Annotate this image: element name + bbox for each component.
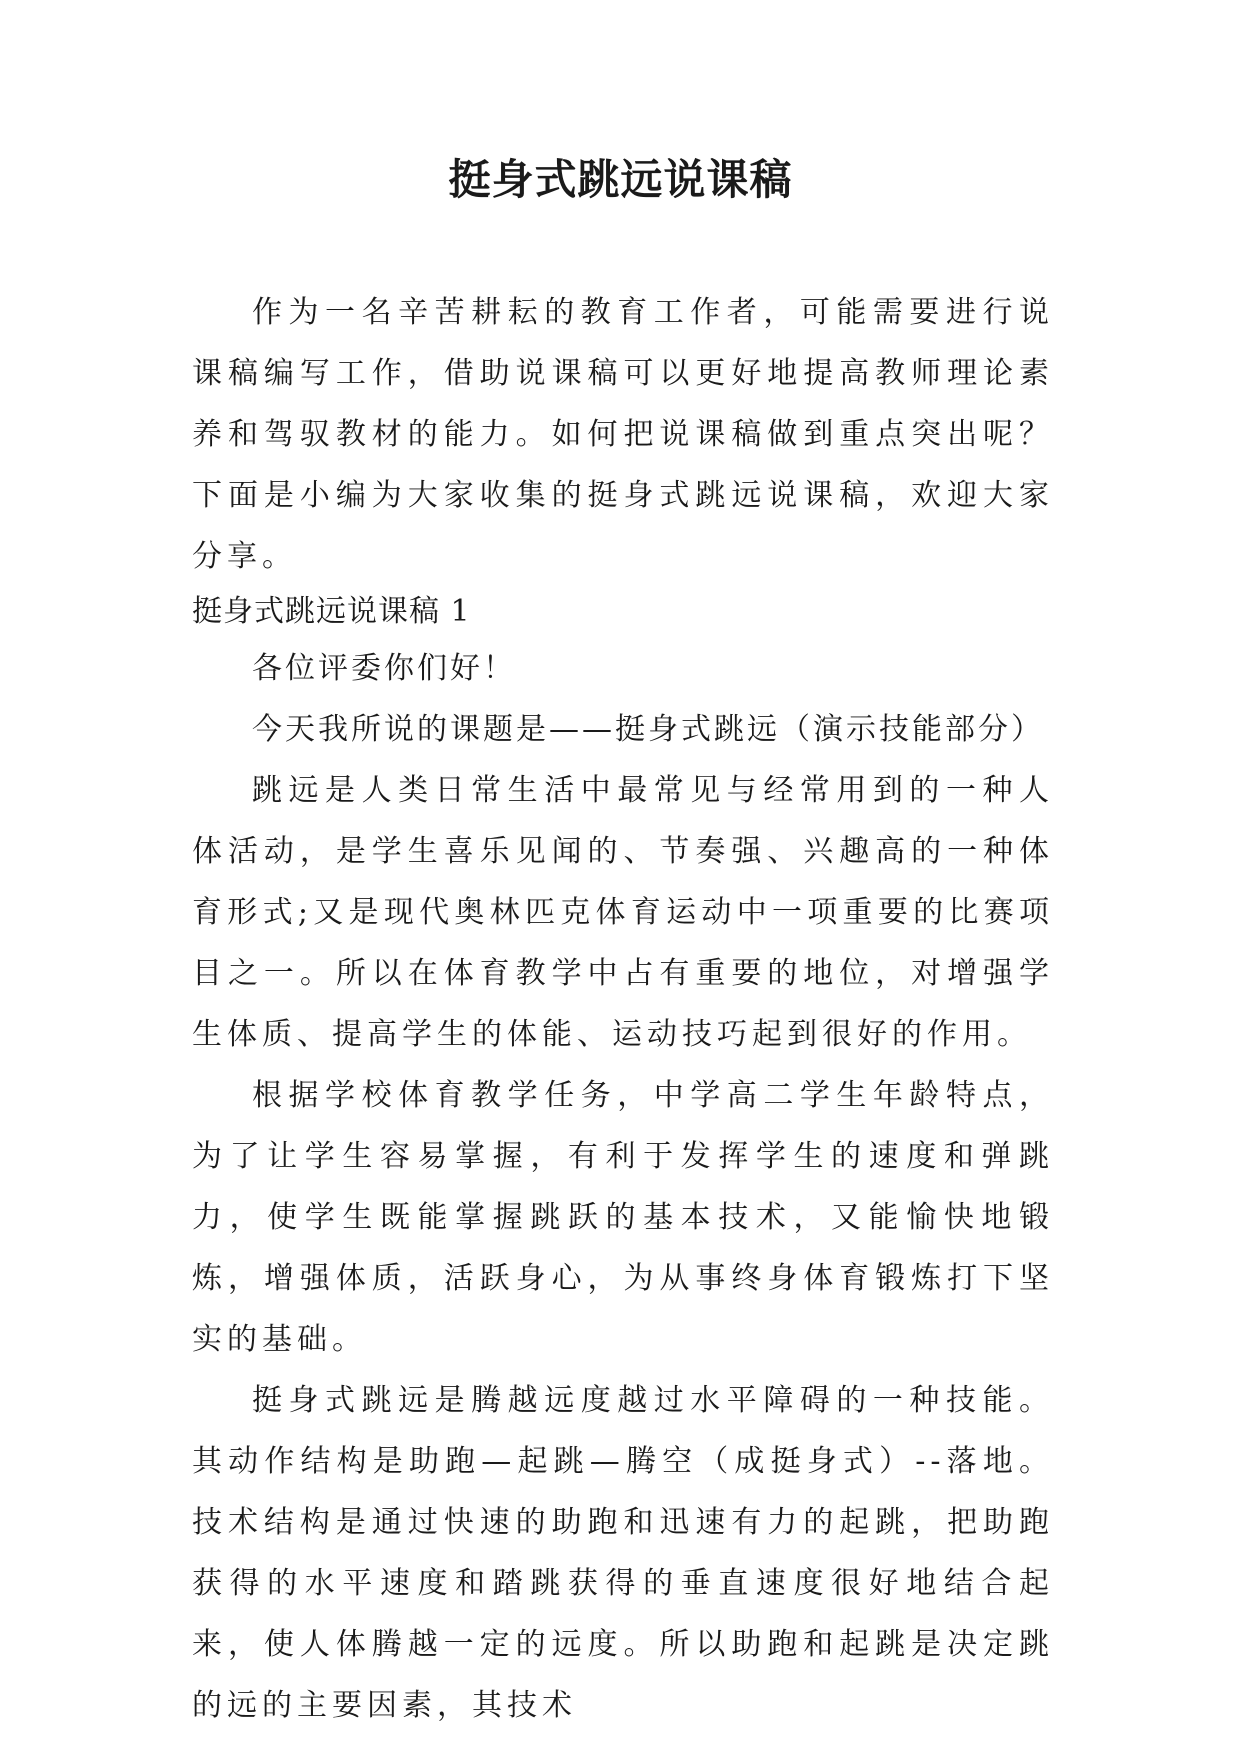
intro-paragraph: 作为一名辛苦耕耘的教育工作者，可能需要进行说课稿编写工作，借助说课稿可以更好地提高教师理论素养和驾驭教材的能力。如何把说课稿做到重点突出呢？下面是小编为大家收集的挺身式跳远说课稿，欢迎大家分享。 (192, 295, 1054, 574)
intro-block (192, 282, 1054, 587)
paragraph-topic: 今天我所说的课题是——挺身式跳远（演示技能部分） (252, 712, 1044, 747)
document-title: 挺身式跳远说课稿 (448, 155, 793, 204)
section-content (192, 638, 1054, 1736)
section-heading: 挺身式跳远说课稿 1 (192, 594, 471, 629)
paragraph-body: 挺身式跳远是腾越远度越过水平障碍的一种技能。其动作结构是助跑—起跳—腾空（成挺身式）--落地。技术结构是通过快速的助跑和迅速有力的起跳，把助跑获得的水平速度和踏跳获得的垂直速度很好地结合起来，使人体腾越一定的远度。所以助跑和起跳是决定跳的远的主要因素，其技术 (192, 1383, 1054, 1723)
paragraph-body: 根据学校体育教学任务，中学高二学生年龄特点，为了让学生容易掌握，有利于发挥学生的速度和弹跳力，使学生既能掌握跳跃的基本技术，又能愉快地锻炼，增强体质，活跃身心，为从事终身体育锻炼打下坚实的基础。 (192, 1078, 1054, 1357)
paragraph-greeting: 各位评委你们好！ (252, 651, 516, 686)
paragraph-body: 跳远是人类日常生活中最常见与经常用到的一种人体活动，是学生喜乐见闻的、节奏强、兴趣高的一种体育形式;又是现代奥林匹克体育运动中一项重要的比赛项目之一。所以在体育教学中占有重要的地位，对增强学生体质、提高学生的体能、运动技巧起到很好的作用。 (192, 773, 1054, 1052)
